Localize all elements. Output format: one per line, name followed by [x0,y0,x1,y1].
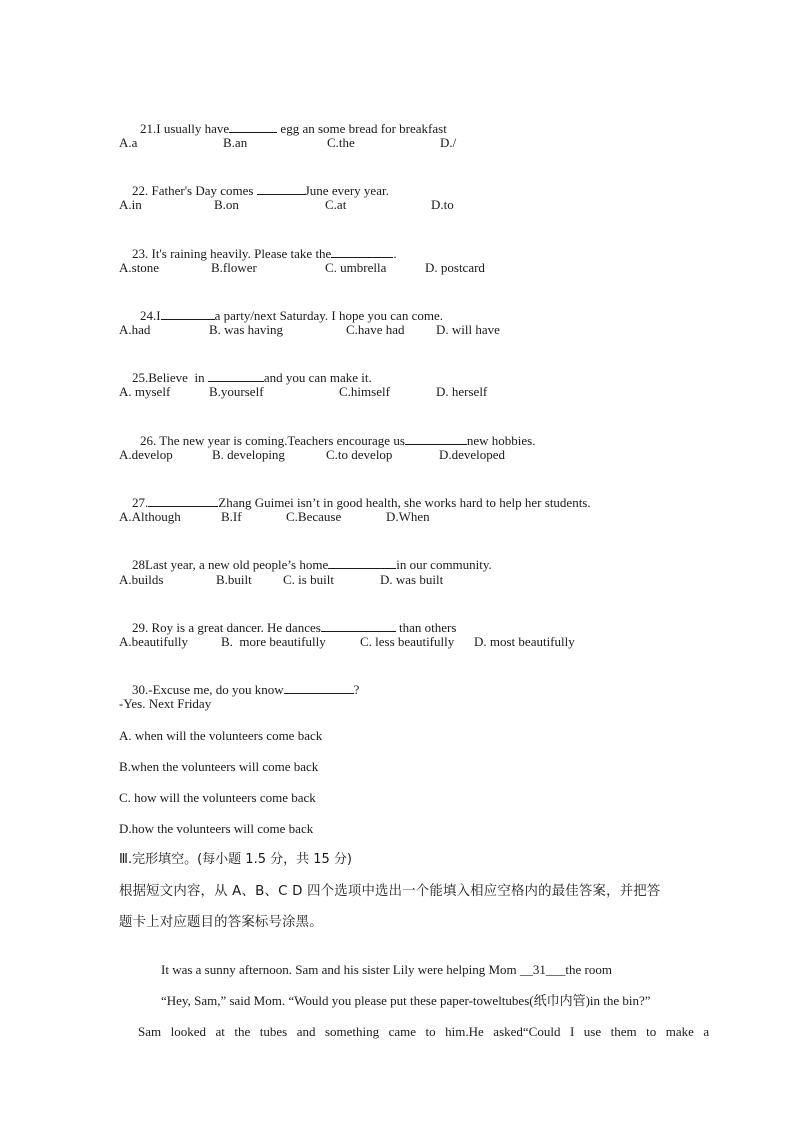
question-21-tail: egg an some bread for breakfast [277,121,447,136]
section-heading: Ⅲ.完形填空。(每小题 1.5 分，共 15 分) [119,852,352,867]
question-25-stem: 25.Believe in [132,370,208,385]
option-b: B. was having [209,322,284,337]
option-d: D. herself [436,384,488,399]
option-c: C. umbrella [325,260,387,275]
option-a: A.builds [119,572,164,587]
question-22-tail: June every year. [304,183,389,198]
answer-blank [321,619,396,632]
passage-text: “Hey, Sam,” said Mom. “Would you please put these paper-toweltubes(纸巾内管)in the bin?” [161,993,651,1008]
option-a: A.develop [119,447,173,462]
question-24-tail: a party/next Saturday. I hope you can come. [214,308,443,323]
option-c: C. is built [283,572,334,587]
question-23-tail: . [393,246,397,261]
question-21-stem: 21.I usually have [140,121,230,136]
question-24-stem: 24.I [140,308,161,323]
passage-paragraph [119,1008,709,1056]
question-22-stem: 22. Father's Day comes [132,183,257,198]
question-28-tail: in our community. [396,557,492,572]
option-a: A.a [119,135,138,150]
option-d: D./ [440,135,457,150]
option-b: B. more beautifully [221,634,326,649]
option-d: D. was built [380,572,444,587]
option-d: D.When [386,509,430,524]
option-b: B.an [223,135,248,150]
question-28-stem: 28Last year, a new old people’s home [132,557,329,572]
option-b: B.on [214,197,239,212]
question-30-stem: 30.-Excuse me, do you know [132,682,284,697]
answer-blank [405,432,467,445]
option-d: D.to [431,197,454,212]
passage-text: It was a sunny afternoon. Sam and his sister Lily were helping Mom [161,962,520,977]
option-d: D.developed [439,447,506,462]
answer-blank [331,245,393,258]
question-27-stem: 27. [132,495,149,510]
answer-blank [229,120,277,133]
cloze-blank-31: __31___ [519,962,566,977]
option-c: C. less beautifully [360,634,455,649]
section-instruction: 根据短文内容，从 A、B、C D 四个选项中选出一个能填入相应空格内的最佳答案，并把答 [119,884,661,899]
passage-text: the room [565,962,612,977]
option-a: A.beautifully [119,634,188,649]
question-30-tail: ? [353,682,360,697]
option-b: B.when the volunteers will come back [119,759,319,774]
question-26-stem: 26. The new year is coming.Teachers encourage us [140,433,405,448]
answer-blank [257,182,305,195]
answer-blank [328,556,396,569]
section-instruction-continued: 题卡上对应题目的答案标号涂黑。 [119,915,323,930]
question-30-reply: -Yes. Next Friday [119,696,212,711]
question-27 [119,478,591,527]
question-23-stem: 23. It's raining heavily. Please take the [132,246,332,261]
option-d: D. postcard [425,260,485,275]
option-c: C.Because [286,509,342,524]
option-d: D. will have [436,322,500,337]
question-25-tail: and you can make it. [263,370,372,385]
question-22 [119,166,389,215]
answer-blank [284,681,354,694]
option-a: A.in [119,197,142,212]
option-c: C.himself [339,384,390,399]
option-a: A.had [119,322,151,337]
option-d: D.how the volunteers will come back [119,821,314,836]
question-26-tail: new hobbies. [466,433,536,448]
answer-blank [148,494,218,507]
option-c: C.at [325,197,347,212]
question-29-stem: 29. Roy is a great dancer. He dances [132,620,321,635]
option-b: B.yourself [209,384,264,399]
question-21 [127,104,447,153]
option-c: C.the [327,135,355,150]
option-b: B.If [221,509,242,524]
question-29-tail: than others [395,620,457,635]
option-a: A. when will the volunteers come back [119,728,323,743]
option-b: B. developing [212,447,285,462]
option-c: C.have had [346,322,405,337]
option-a: A. myself [119,384,171,399]
answer-blank [208,369,264,382]
option-a: A.stone [119,260,160,275]
question-27-tail: Zhang Guimei isn’t in good health, she works hard to help her students. [218,495,591,510]
option-b: B.flower [211,260,257,275]
option-c: C. how will the volunteers come back [119,790,316,805]
option-b: B.built [216,572,252,587]
option-d: D. most beautifully [474,634,575,649]
passage-text: Sam looked at the tubes and something came to him.He asked“Could I use them to make a [138,1024,710,1039]
option-c: C.to develop [326,447,393,462]
answer-blank [161,307,215,320]
option-a: A.Although [119,509,181,524]
